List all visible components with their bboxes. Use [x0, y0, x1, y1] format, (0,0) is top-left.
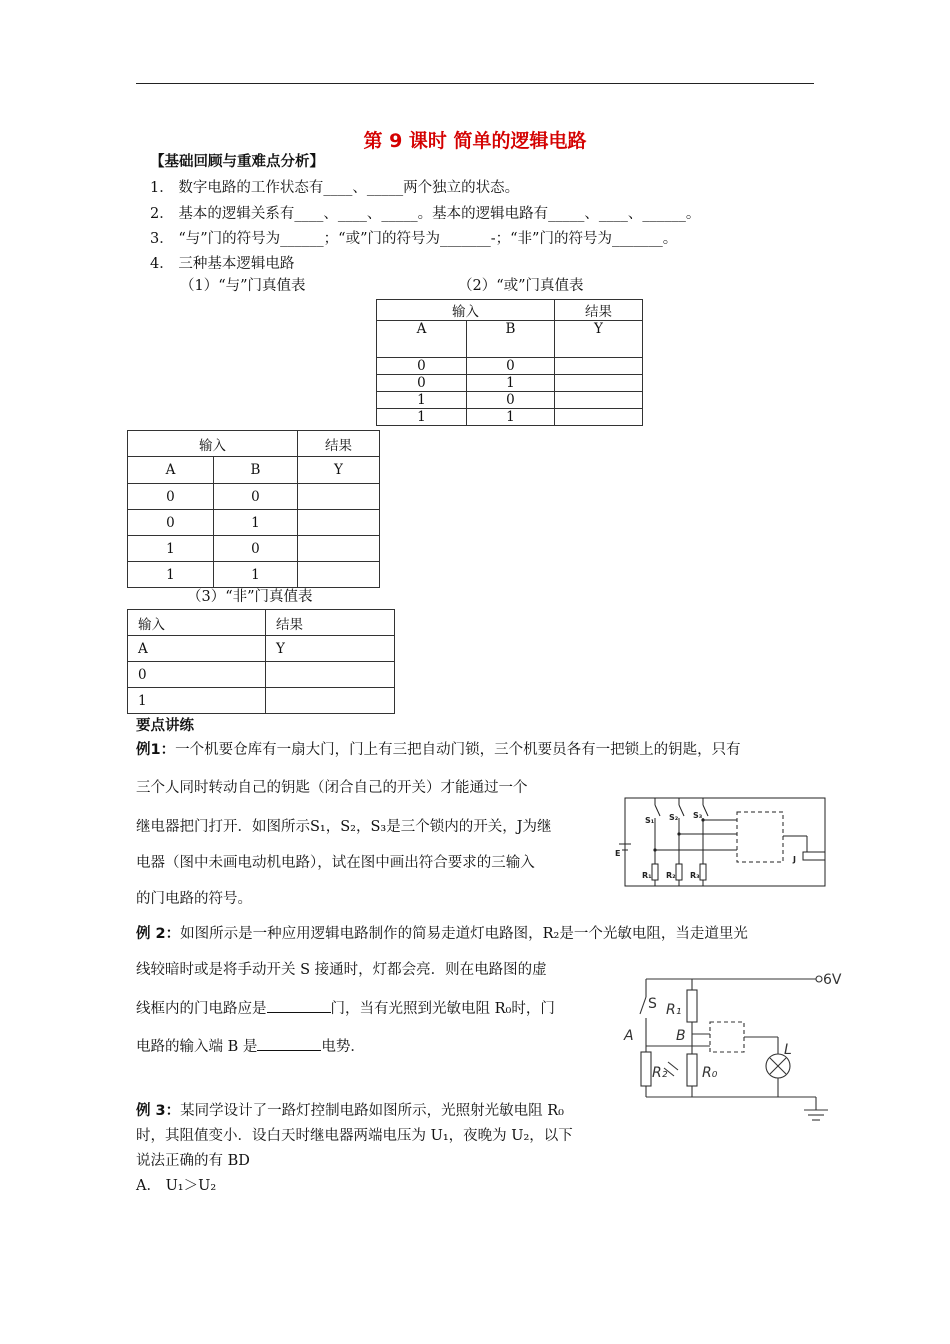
- col-b: B: [213, 457, 297, 484]
- example-1-line-1: 例1：一个机要仓库有一扇大门，门上有三把自动门锁，三个机要员各有一把锁上的钥匙，只有: [136, 742, 741, 758]
- header-result: 结果: [266, 610, 395, 636]
- table-row: 1 1: [377, 409, 643, 426]
- label-s3: S₃: [693, 811, 703, 820]
- table-row: 0 0: [377, 358, 643, 375]
- section-heading-practice: 要点讲练: [136, 718, 194, 734]
- or-truth-table: [376, 299, 643, 426]
- example-3-line-1: 例 3：某同学设计了一路灯控制电路如图所示，光照射光敏电阻 R₀: [136, 1103, 564, 1119]
- example-1-line-5: 的门电路的符号。: [136, 891, 252, 907]
- col-y: Y: [297, 457, 379, 484]
- header-rule: [136, 83, 814, 84]
- example-2-line-2: 线较暗时或是将手动开关 S 接通时，灯都会亮．则在电路图的虚: [136, 962, 547, 978]
- label-r3: R₃: [690, 871, 700, 880]
- table-row: 0 1: [128, 510, 380, 536]
- question-2: 2． 基本的逻辑关系有____、____、_____。基本的逻辑电路有_____、____、______。: [150, 206, 701, 222]
- table-row: 1 0: [128, 536, 380, 562]
- label-j: J: [793, 855, 796, 864]
- label-s: S: [648, 996, 657, 1012]
- question-1: 1． 数字电路的工作状态有____、_____两个独立的状态。: [150, 180, 520, 196]
- not-truth-table: [127, 609, 395, 714]
- caption-not-table: （3）“非”门真值表: [187, 589, 313, 605]
- page-title: 第 9 课时 简单的逻辑电路: [363, 130, 587, 152]
- example-1-line-2: 三个人同时转动自己的钥匙（闭合自己的开关）才能通过一个: [136, 780, 528, 796]
- caption-and-table: （1）“与”门真值表: [180, 278, 306, 294]
- col-a: A: [377, 321, 467, 358]
- table-row: 0 0: [128, 484, 380, 510]
- example-1-line-3: 继电器把门打开．如图所示S₁，S₂，S₃是三个锁内的开关，J为继: [136, 819, 552, 835]
- example-1-line-4: 电器（图中未画电动机电路），试在图中画出符合要求的三输入: [136, 855, 535, 871]
- label-r1: R₁: [642, 871, 652, 880]
- label-r0: R₀: [702, 1065, 718, 1081]
- table-row: 0 1: [377, 375, 643, 392]
- label-l: L: [784, 1042, 792, 1058]
- label-b: B: [676, 1028, 686, 1044]
- table-row: 1 0: [377, 392, 643, 409]
- col-y: Y: [554, 321, 642, 358]
- lock-circuit-diagram: [615, 790, 840, 900]
- section-heading-review: 【基础回顾与重难点分析】: [150, 154, 324, 170]
- table-row: 0: [128, 662, 395, 688]
- corridor-light-circuit-diagram: [616, 962, 842, 1132]
- header-input: 输入: [377, 300, 555, 321]
- label-r2: R₂: [652, 1065, 668, 1081]
- header-input: 输入: [128, 431, 298, 457]
- example-2-line-3: 线框内的门电路应是 门，当有光照到光敏电阻 R₀时，门: [136, 998, 555, 1019]
- label-a: A: [624, 1028, 634, 1044]
- caption-or-table: （2）“或”门真值表: [458, 278, 584, 294]
- label-e: E: [615, 849, 621, 858]
- question-4: 4． 三种基本逻辑电路: [150, 256, 295, 272]
- table-row: 1 1: [128, 562, 380, 588]
- col-b: B: [466, 321, 554, 358]
- and-truth-table: [127, 430, 380, 588]
- label-s1: S₁: [645, 816, 655, 825]
- example-2-line-4: 电路的输入端 B 是 电势．: [136, 1036, 365, 1057]
- col-y: Y: [266, 636, 395, 662]
- example-3-line-3: 说法正确的有 BD: [136, 1153, 250, 1169]
- example-2-line-1: 例 2：如图所示是一种应用逻辑电路制作的简易走道灯电路图，R₂是一个光敏电阻，当走道里光: [136, 926, 748, 942]
- label-6v: 6V: [823, 972, 842, 988]
- label-s2: S₂: [669, 813, 679, 822]
- label-r2: R₂: [666, 871, 676, 880]
- label-r1: R₁: [666, 1002, 682, 1018]
- header-result: 结果: [554, 300, 642, 321]
- header-result: 结果: [297, 431, 379, 457]
- col-a: A: [128, 636, 266, 662]
- table-row: 1: [128, 688, 395, 714]
- header-input: 输入: [128, 610, 266, 636]
- example-3-line-2: 时，其阻值变小．设白天时继电器两端电压为 U₁，夜晚为 U₂，以下: [136, 1128, 573, 1144]
- example-3-option-a: A． U₁＞U₂: [136, 1178, 217, 1194]
- answer-blank-potential[interactable]: [257, 1036, 321, 1051]
- question-3: 3． “与”门的符号为______；“或”门的符号为_______-；“非”门的符号为_______。: [150, 231, 678, 247]
- col-a: A: [128, 457, 214, 484]
- answer-blank-gate[interactable]: [267, 998, 331, 1013]
